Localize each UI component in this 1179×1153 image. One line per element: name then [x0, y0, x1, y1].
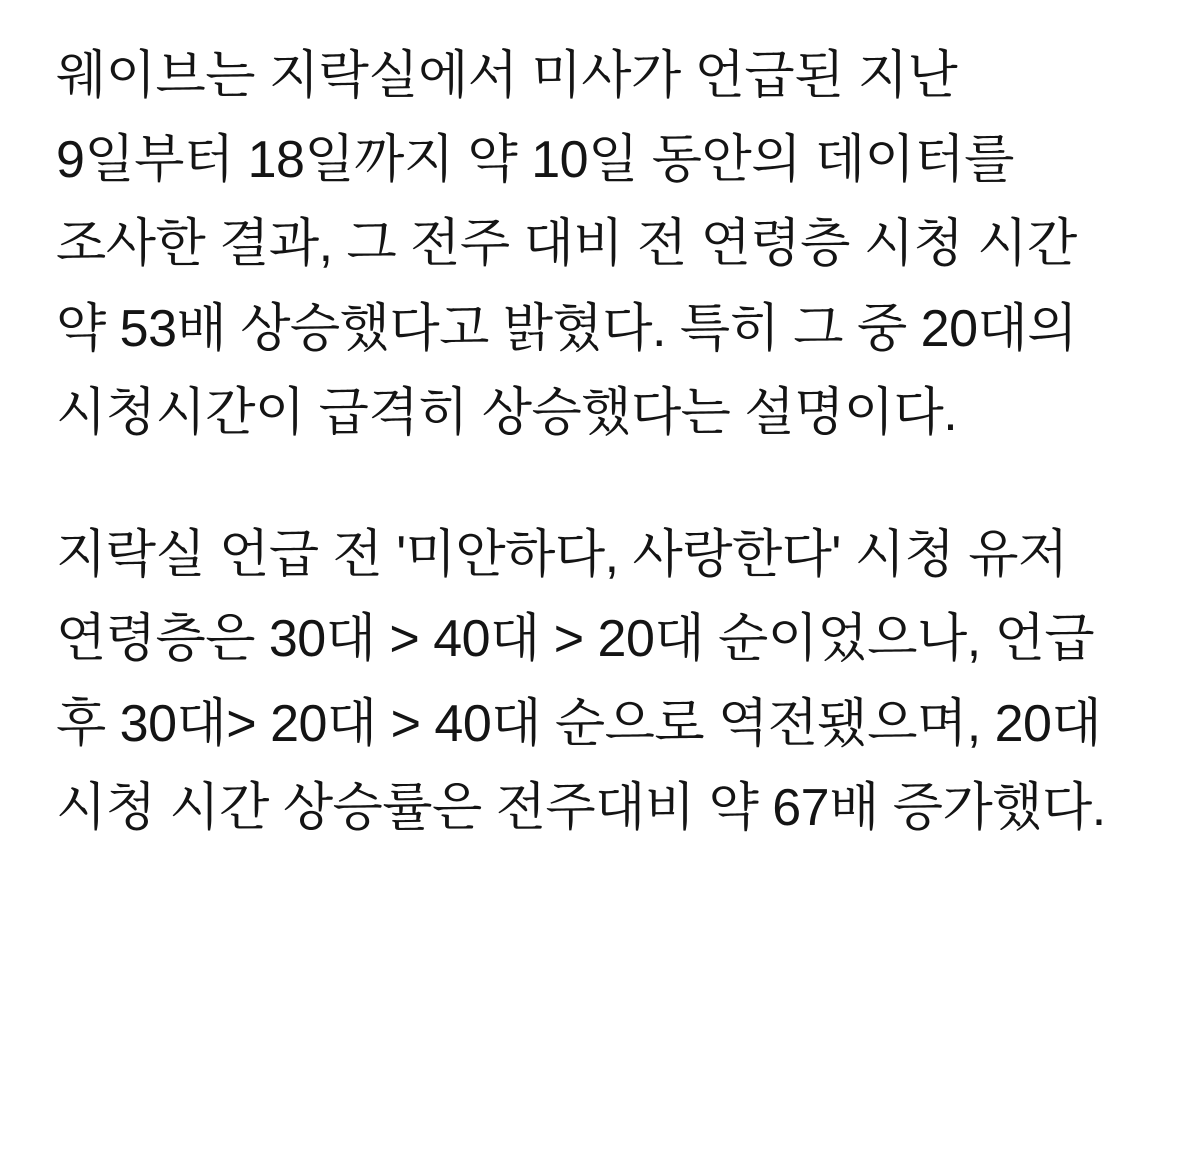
article-paragraph-2: 지락실 언급 전 '미안하다, 사랑한다' 시청 유저 연령층은 30대 > 40대 > 20대 순이었으나, 언급 후 30대> 20대 > 40대 순으로 역전됐으며, 20대 시청 시간 상승률은 전주대비 약 67배 증가했다.	[56, 526, 1106, 837]
article-paragraph-1: 웨이브는 지락실에서 미사가 언급된 지난 9일부터 18일까지 약 10일 동안의 데이터를 조사한 결과, 그 전주 대비 전 연령층 시청 시간 약 53배 상승했다고 밝혔다. 특히 그 중 20대의 시청시간이 급격히 상승했다는 설명이다.	[56, 47, 1077, 442]
